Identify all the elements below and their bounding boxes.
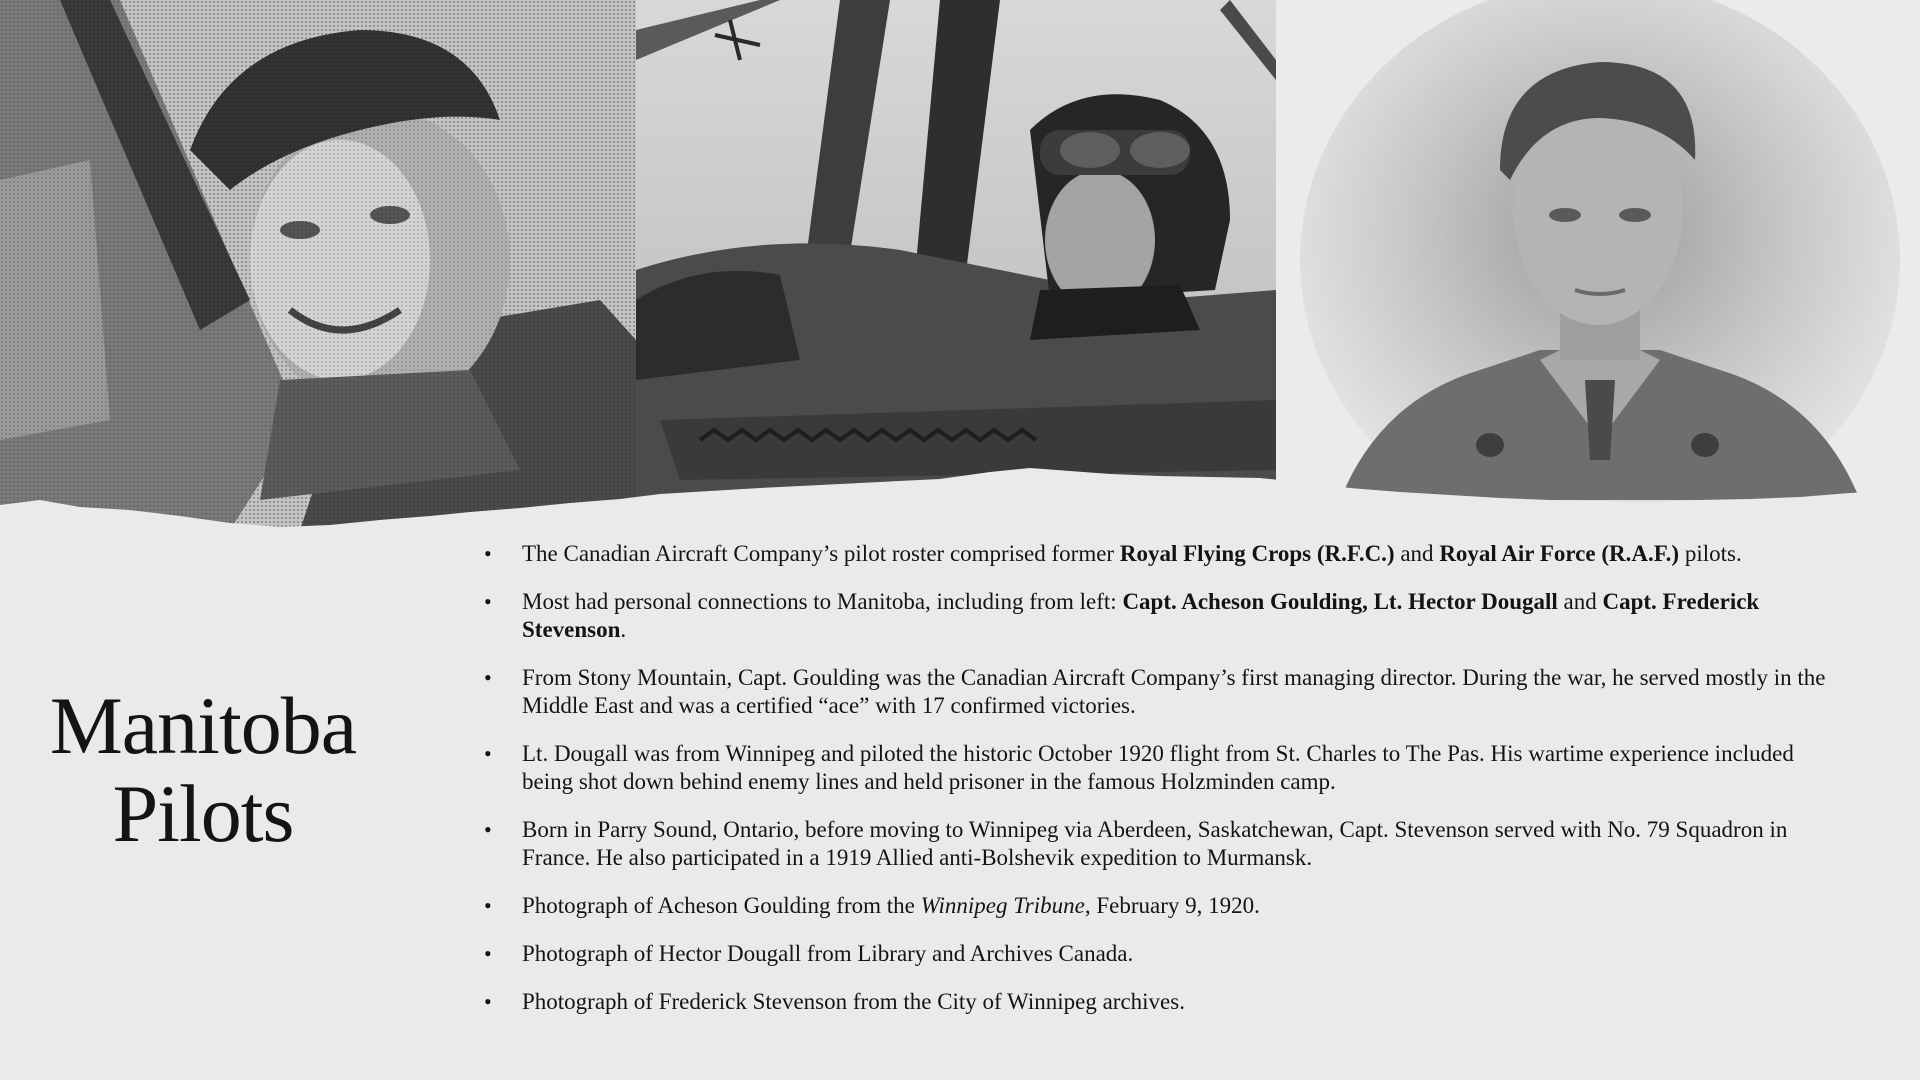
- bullet-list: [484, 540, 1844, 1036]
- bullet-roster: [484, 540, 1844, 568]
- bullet-text: Photograph of Acheson Goulding from the: [522, 893, 921, 918]
- photo-goulding: [0, 0, 636, 530]
- bullet-bold: Capt. Frederick Stevenson: [522, 589, 1760, 642]
- bullet-text: Lt. Dougall was from Winnipeg and piloted the historic October 1920 flight from St. Charles to The Pas. His wartime experience included being shot down behind enemy lines and held prisoner in the famous Holzminden camp.: [522, 741, 1794, 794]
- title-line-1: Manitoba: [49, 680, 357, 771]
- photo-strip: [0, 0, 1920, 530]
- bullet-text: Born in Parry Sound, Ontario, before moving to Winnipeg via Aberdeen, Saskatchewan, Capt. Stevenson served with No. 79 Squadron in France. He also participated in a 1919 Allied anti-Bolshevik expedition to Murmansk.: [522, 817, 1788, 870]
- bullet-stevenson: [484, 816, 1844, 872]
- bullet-text: .: [620, 617, 627, 642]
- photo-stevenson: [1276, 0, 1920, 530]
- bullet-text: pilots.: [1679, 541, 1742, 566]
- bullet-bold: Capt. Acheson Goulding, Lt. Hector Dougall: [1122, 589, 1558, 614]
- bullet-bold: Royal Flying Crops (R.F.C.): [1119, 541, 1395, 566]
- bullet-italic: Winnipeg Tribune: [920, 893, 1085, 918]
- bullet-text: The Canadian Aircraft Company’s pilot roster comprised former: [522, 541, 1120, 566]
- photo-collage: [0, 0, 1920, 530]
- bullet-credit-stevenson: [484, 988, 1844, 1016]
- bullet-text: Photograph of Frederick Stevenson from the City of Winnipeg archives.: [522, 989, 1185, 1014]
- bullet-credit-goulding: [484, 892, 1844, 920]
- bullet-text: Photograph of Hector Dougall from Library and Archives Canada.: [522, 941, 1134, 966]
- bullet-goulding: [484, 664, 1844, 720]
- bullet-text: and: [1557, 589, 1603, 614]
- photo-dougall: [636, 0, 1276, 500]
- title-line-2: Pilots: [112, 768, 294, 859]
- page-title: [0, 682, 406, 858]
- bullet-text: and: [1394, 541, 1440, 566]
- bullet-text: From Stony Mountain, Capt. Goulding was the Canadian Aircraft Company’s first managing director. During the war, he served mostly in the Middle East and was a certified “ace” with 17 confirmed victories.: [522, 665, 1826, 718]
- bullet-connections: [484, 588, 1844, 644]
- bullet-dougall: [484, 740, 1844, 796]
- bullet-text: , February 9, 1920.: [1084, 893, 1260, 918]
- bullet-text: Most had personal connections to Manitoba, including from left:: [522, 589, 1123, 614]
- bullet-bold: Royal Air Force (R.A.F.): [1439, 541, 1680, 566]
- bullet-credit-dougall: [484, 940, 1844, 968]
